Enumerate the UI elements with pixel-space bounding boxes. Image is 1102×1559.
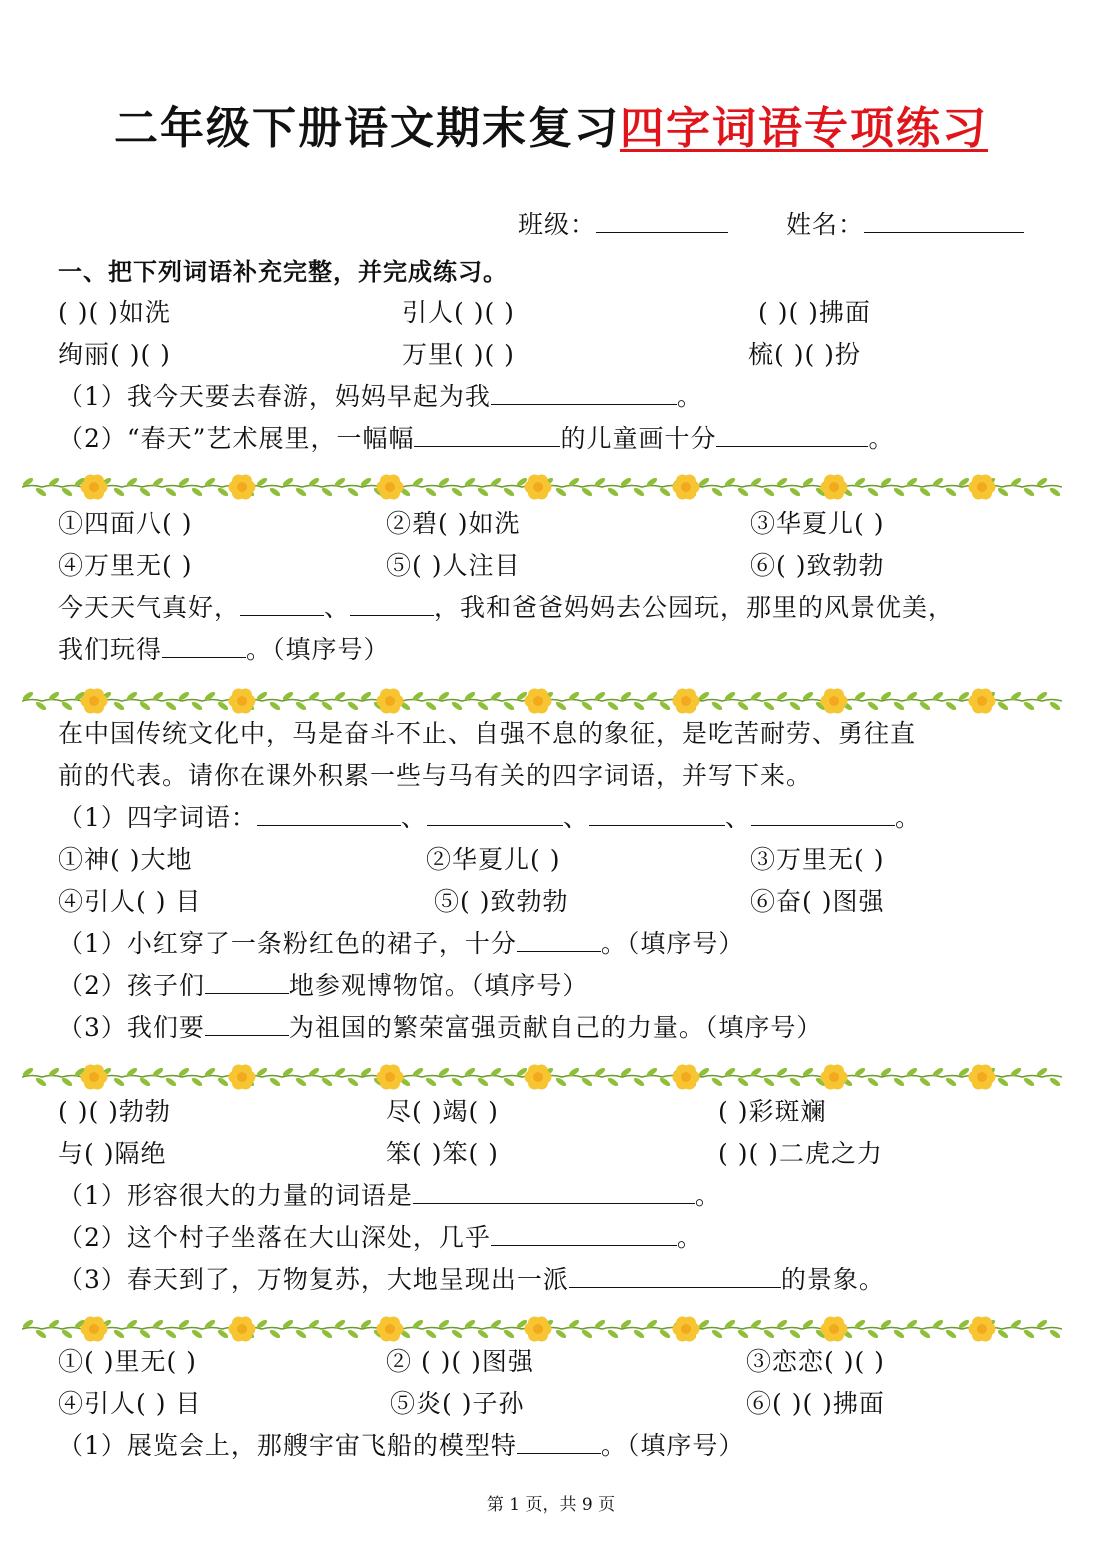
leaf-icon <box>295 1328 308 1339</box>
leaf-icon <box>659 486 672 497</box>
leaf-icon <box>737 1328 750 1339</box>
answer-blank[interactable] <box>350 593 434 616</box>
s4-item-3: ( )彩斑斓 <box>718 1097 827 1126</box>
leaf-icon <box>659 700 672 711</box>
page-title: 二年级下册语文期末复习四字词语专项练习 <box>114 103 988 154</box>
leaf-icon <box>295 1076 308 1087</box>
leaf-icon <box>477 700 490 711</box>
leaf-icon <box>607 1328 620 1339</box>
leaf-icon <box>711 486 724 497</box>
leaf-icon <box>425 486 438 497</box>
leaf-icon <box>61 1328 74 1339</box>
s3-item-2: ②华夏儿( ) <box>426 845 561 874</box>
leaf-icon <box>997 1076 1010 1087</box>
leaf-icon <box>737 486 750 497</box>
s3-item-6: ⑥奋( )图强 <box>750 887 885 916</box>
leaf-icon <box>1049 700 1062 711</box>
vine-svg <box>22 1312 1062 1346</box>
answer-blank[interactable] <box>569 1265 781 1288</box>
leaf-icon <box>1049 1328 1062 1339</box>
vine-divider <box>22 470 1062 504</box>
leaf-icon <box>35 486 48 497</box>
answer-blank[interactable] <box>751 803 895 826</box>
flower-icon <box>525 688 552 713</box>
leaf-icon <box>607 1076 620 1087</box>
leaf-icon <box>139 1328 152 1339</box>
leaf-icon <box>191 486 204 497</box>
leaf-icon <box>893 1328 906 1339</box>
s3-question-1: （1）小红穿了一条粉红色的裙子，十分 。（填序号） <box>58 929 745 958</box>
flower-icon <box>81 688 108 713</box>
s3-paragraph-2: 前的代表。请你在课外积累一些与马有关的四字词语，并写下来。 <box>58 761 813 790</box>
s5-item-4: ④引人( ) 目 <box>58 1389 202 1418</box>
leaf-icon <box>1049 486 1062 497</box>
leaf-icon <box>165 1076 178 1087</box>
flower-icon <box>525 1316 552 1341</box>
s3-item-4: ④引人( ) 目 <box>58 887 202 916</box>
leaf-icon <box>581 700 594 711</box>
leaf-icon <box>607 486 620 497</box>
flower-icon <box>525 474 552 499</box>
leaf-icon <box>321 486 334 497</box>
flower-icon <box>81 1064 108 1089</box>
name-input[interactable] <box>864 210 1024 233</box>
s2-item-1: ①四面八( ) <box>58 509 193 538</box>
s1-item-5: 万里( )( ) <box>402 340 515 369</box>
section1-heading: 一、把下列词语补充完整，并完成练习。 <box>58 258 508 286</box>
vine-svg <box>22 1060 1062 1094</box>
leaf-icon <box>763 1076 776 1087</box>
leaf-icon <box>425 700 438 711</box>
answer-blank[interactable] <box>491 1223 677 1246</box>
leaf-icon <box>61 1076 74 1087</box>
s1-item-4: 绚丽( )( ) <box>58 340 171 369</box>
leaf-icon <box>633 486 646 497</box>
s2-item-2: ②碧( )如洗 <box>386 509 521 538</box>
leaf-icon <box>113 1076 126 1087</box>
flower-icon <box>81 474 108 499</box>
leaf-icon <box>1023 1328 1036 1339</box>
s3-question-3: （3）我们要 为祖国的繁荣富强贡献自己的力量。（填序号） <box>58 1013 823 1042</box>
answer-blank[interactable] <box>517 929 601 952</box>
leaf-icon <box>321 1076 334 1087</box>
flower-icon <box>81 1316 108 1341</box>
flower-icon <box>969 474 996 499</box>
leaf-icon <box>997 486 1010 497</box>
answer-blank[interactable] <box>716 424 868 447</box>
leaf-icon <box>997 700 1010 711</box>
leaf-icon <box>503 486 516 497</box>
leaf-icon <box>893 486 906 497</box>
leaf-icon <box>581 1328 594 1339</box>
class-field: 班级： <box>518 209 728 241</box>
s3-question-words: （1）四字词语： 、 、 、 。 <box>58 803 921 832</box>
leaf-icon <box>945 1076 958 1087</box>
answer-blank[interactable] <box>205 1013 289 1036</box>
answer-blank[interactable] <box>205 971 289 994</box>
s4-item-5: 笨( )笨( ) <box>386 1139 499 1168</box>
leaf-icon <box>139 1076 152 1087</box>
s3-item-3: ③万里无( ) <box>750 845 885 874</box>
answer-blank[interactable] <box>491 382 677 405</box>
leaf-icon <box>919 1076 932 1087</box>
leaf-icon <box>347 1076 360 1087</box>
leaf-icon <box>711 1328 724 1339</box>
leaf-icon <box>139 486 152 497</box>
leaf-icon <box>581 1076 594 1087</box>
leaf-icon <box>867 1328 880 1339</box>
leaf-icon <box>217 700 230 711</box>
s4-question-1: （1）形容很大的力量的词语是 。 <box>58 1181 721 1210</box>
leaf-icon <box>269 1328 282 1339</box>
leaf-icon <box>165 700 178 711</box>
leaf-icon <box>217 486 230 497</box>
leaf-icon <box>919 1328 932 1339</box>
s4-item-6: ( )( )二虎之力 <box>718 1139 883 1168</box>
leaf-icon <box>763 486 776 497</box>
answer-blank[interactable] <box>427 803 563 826</box>
leaf-icon <box>893 700 906 711</box>
leaf-icon <box>711 700 724 711</box>
leaf-icon <box>1023 486 1036 497</box>
flower-icon <box>969 688 996 713</box>
leaf-icon <box>581 486 594 497</box>
leaf-icon <box>867 486 880 497</box>
answer-blank[interactable] <box>257 803 401 826</box>
answer-blank[interactable] <box>240 593 324 616</box>
page-footer: 第 1 页，共 9 页 <box>486 1495 616 1515</box>
s5-item-5: ⑤炎( )子孙 <box>390 1389 525 1418</box>
leaf-icon <box>165 486 178 497</box>
leaf-icon <box>503 700 516 711</box>
leaf-icon <box>633 1328 646 1339</box>
answer-blank[interactable] <box>413 1181 695 1204</box>
leaf-icon <box>503 1328 516 1339</box>
leaf-icon <box>191 700 204 711</box>
s1-item-1: ( )( )如洗 <box>58 298 171 327</box>
s5-item-3: ③恋恋( )( ) <box>746 1347 885 1376</box>
leaf-icon <box>867 1076 880 1087</box>
s1-item-2: 引人( )( ) <box>402 298 515 327</box>
leaf-icon <box>347 1328 360 1339</box>
vine-svg <box>22 684 1062 718</box>
leaf-icon <box>659 1076 672 1087</box>
leaf-icon <box>555 700 568 711</box>
leaf-icon <box>789 1076 802 1087</box>
leaf-icon <box>607 700 620 711</box>
flower-icon <box>377 474 404 499</box>
leaf-icon <box>347 486 360 497</box>
s1-item-3: ( )( )拂面 <box>758 298 871 327</box>
s3-item-1: ①神( )大地 <box>58 845 193 874</box>
answer-blank[interactable] <box>162 635 246 658</box>
leaf-icon <box>919 700 932 711</box>
flower-icon <box>969 1064 996 1089</box>
leaf-icon <box>763 700 776 711</box>
leaf-icon <box>893 1076 906 1087</box>
leaf-icon <box>477 1328 490 1339</box>
leaf-icon <box>555 1076 568 1087</box>
leaf-icon <box>633 700 646 711</box>
s2-paragraph-1: 今天天气真好， 、 ，我和爸爸妈妈去公园玩，那里的风景优美， <box>58 593 955 622</box>
flower-icon <box>525 1064 552 1089</box>
leaf-icon <box>451 1328 464 1339</box>
vine-divider <box>22 684 1062 718</box>
s4-question-3: （3）春天到了，万物复苏，大地呈现出一派 的景象。 <box>58 1265 885 1294</box>
s4-item-1: ( )( )勃勃 <box>58 1097 171 1126</box>
leaf-icon <box>945 1328 958 1339</box>
s3-item-5: ⑤( )致勃勃 <box>434 887 569 916</box>
flower-icon <box>377 1064 404 1089</box>
title-highlight: 四字词语专项练习 <box>620 103 988 154</box>
answer-blank[interactable] <box>517 1431 601 1454</box>
leaf-icon <box>737 700 750 711</box>
leaf-icon <box>1023 700 1036 711</box>
s4-item-4: 与( )隔绝 <box>58 1139 167 1168</box>
leaf-icon <box>945 700 958 711</box>
leaf-icon <box>61 700 74 711</box>
leaf-icon <box>1023 1076 1036 1087</box>
leaf-icon <box>347 700 360 711</box>
class-input[interactable] <box>596 210 728 233</box>
flower-icon <box>969 1316 996 1341</box>
leaf-icon <box>477 1076 490 1087</box>
leaf-icon <box>997 1328 1010 1339</box>
s5-item-2: ② ( )( )图强 <box>386 1347 534 1376</box>
leaf-icon <box>61 486 74 497</box>
leaf-icon <box>35 1328 48 1339</box>
leaf-icon <box>425 1076 438 1087</box>
leaf-icon <box>659 1328 672 1339</box>
s3-question-2: （2）孩子们 地参观博物馆。（填序号） <box>58 971 589 1000</box>
leaf-icon <box>35 1076 48 1087</box>
leaf-icon <box>711 1076 724 1087</box>
leaf-icon <box>295 486 308 497</box>
leaf-icon <box>789 700 802 711</box>
s4-item-2: 尽( )竭( ) <box>386 1097 499 1126</box>
leaf-icon <box>451 486 464 497</box>
name-field: 姓名： <box>786 209 1024 241</box>
s1-question-2: （2）“春天”艺术展里，一幅幅 的儿童画十分 。 <box>58 424 895 453</box>
leaf-icon <box>321 700 334 711</box>
leaf-icon <box>945 486 958 497</box>
answer-blank[interactable] <box>589 803 725 826</box>
leaf-icon <box>35 700 48 711</box>
leaf-icon <box>269 1076 282 1087</box>
leaf-icon <box>789 1328 802 1339</box>
leaf-icon <box>113 486 126 497</box>
vine-svg <box>22 470 1062 504</box>
leaf-icon <box>113 700 126 711</box>
leaf-icon <box>1049 1076 1062 1087</box>
leaf-icon <box>191 1076 204 1087</box>
s2-item-3: ③华夏儿( ) <box>750 509 885 538</box>
leaf-icon <box>867 700 880 711</box>
leaf-icon <box>295 700 308 711</box>
leaf-icon <box>555 486 568 497</box>
s5-question-1: （1）展览会上，那艘宇宙飞船的模型特 。（填序号） <box>58 1431 745 1460</box>
leaf-icon <box>503 1076 516 1087</box>
leaf-icon <box>269 486 282 497</box>
leaf-icon <box>113 1328 126 1339</box>
answer-blank[interactable] <box>414 424 560 447</box>
leaf-icon <box>633 1076 646 1087</box>
vine-divider <box>22 1060 1062 1094</box>
s2-item-4: ④万里无( ) <box>58 551 193 580</box>
leaf-icon <box>789 486 802 497</box>
s1-item-6: 梳( )( )扮 <box>748 340 861 369</box>
leaf-icon <box>321 1328 334 1339</box>
s1-question-1: （1）我今天要去春游，妈妈早起为我 。 <box>58 382 703 411</box>
leaf-icon <box>139 700 152 711</box>
leaf-icon <box>919 486 932 497</box>
s2-item-5: ⑤( )人注目 <box>386 551 521 580</box>
s5-item-1: ①( )里无( ) <box>58 1347 197 1376</box>
s3-paragraph-1: 在中国传统文化中，马是奋斗不止、自强不息的象征，是吃苦耐劳、勇往直 <box>58 719 917 748</box>
s5-item-6: ⑥( )( )拂面 <box>746 1389 885 1418</box>
vine-divider <box>22 1312 1062 1346</box>
leaf-icon <box>165 1328 178 1339</box>
leaf-icon <box>217 1076 230 1087</box>
flower-icon <box>377 688 404 713</box>
leaf-icon <box>425 1328 438 1339</box>
s4-question-2: （2）这个村子坐落在大山深处，几乎 。 <box>58 1223 703 1252</box>
leaf-icon <box>763 1328 776 1339</box>
leaf-icon <box>191 1328 204 1339</box>
s2-paragraph-2: 我们玩得 。（填序号） <box>58 635 390 664</box>
leaf-icon <box>477 486 490 497</box>
leaf-icon <box>555 1328 568 1339</box>
leaf-icon <box>269 700 282 711</box>
leaf-icon <box>451 1076 464 1087</box>
leaf-icon <box>737 1076 750 1087</box>
s2-item-6: ⑥( )致勃勃 <box>750 551 885 580</box>
flower-icon <box>377 1316 404 1341</box>
leaf-icon <box>451 700 464 711</box>
leaf-icon <box>217 1328 230 1339</box>
